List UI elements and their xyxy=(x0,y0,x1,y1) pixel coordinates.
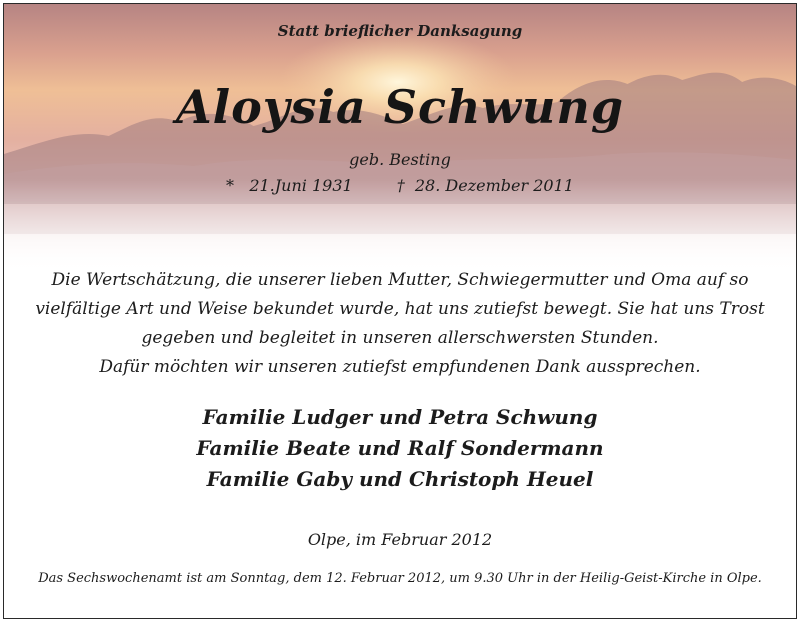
sunset-background xyxy=(4,4,796,274)
maiden-name: geb. Besting xyxy=(349,150,451,169)
deceased-name: Aloysia Schwung xyxy=(175,80,625,134)
obituary-notice xyxy=(3,3,797,619)
death-symbol: † xyxy=(396,176,405,195)
body-line: Die Wertschätzung, die unserer lieben Mutter, Schwiegermutter und Oma auf so xyxy=(51,270,749,290)
body-line: gegeben und begleitet in unseren allerschwersten Stunden. xyxy=(141,328,659,348)
death-date: 28. Dezember 2011 xyxy=(414,176,574,195)
life-dates xyxy=(4,176,796,195)
body-line: vielfältige Art und Weise bekundet wurde, hat uns zutiefst bewegt. Sie hat uns Trost xyxy=(35,299,765,319)
birth-date: 21.Juni 1931 xyxy=(249,176,353,195)
birth-symbol: * xyxy=(226,176,235,195)
family-name: Familie Gaby und Christoph Heuel xyxy=(206,467,594,491)
notice-header: Statt brieflicher Danksagung xyxy=(277,22,523,40)
family-name: Familie Beate und Ralf Sondermann xyxy=(196,436,604,460)
family-name: Familie Ludger und Petra Schwung xyxy=(202,405,598,429)
thank-you-text xyxy=(4,266,796,382)
place-and-date: Olpe, im Februar 2012 xyxy=(307,530,493,549)
body-line: Dafür möchten wir unseren zutiefst empfundenen Dank aussprechen. xyxy=(99,357,701,377)
family-signatures xyxy=(4,402,796,495)
service-announcement: Das Sechswochenamt ist am Sonntag, dem 12. Februar 2012, um 9.30 Uhr in der Heilig-Geist-Kirche in Olpe. xyxy=(38,571,762,586)
